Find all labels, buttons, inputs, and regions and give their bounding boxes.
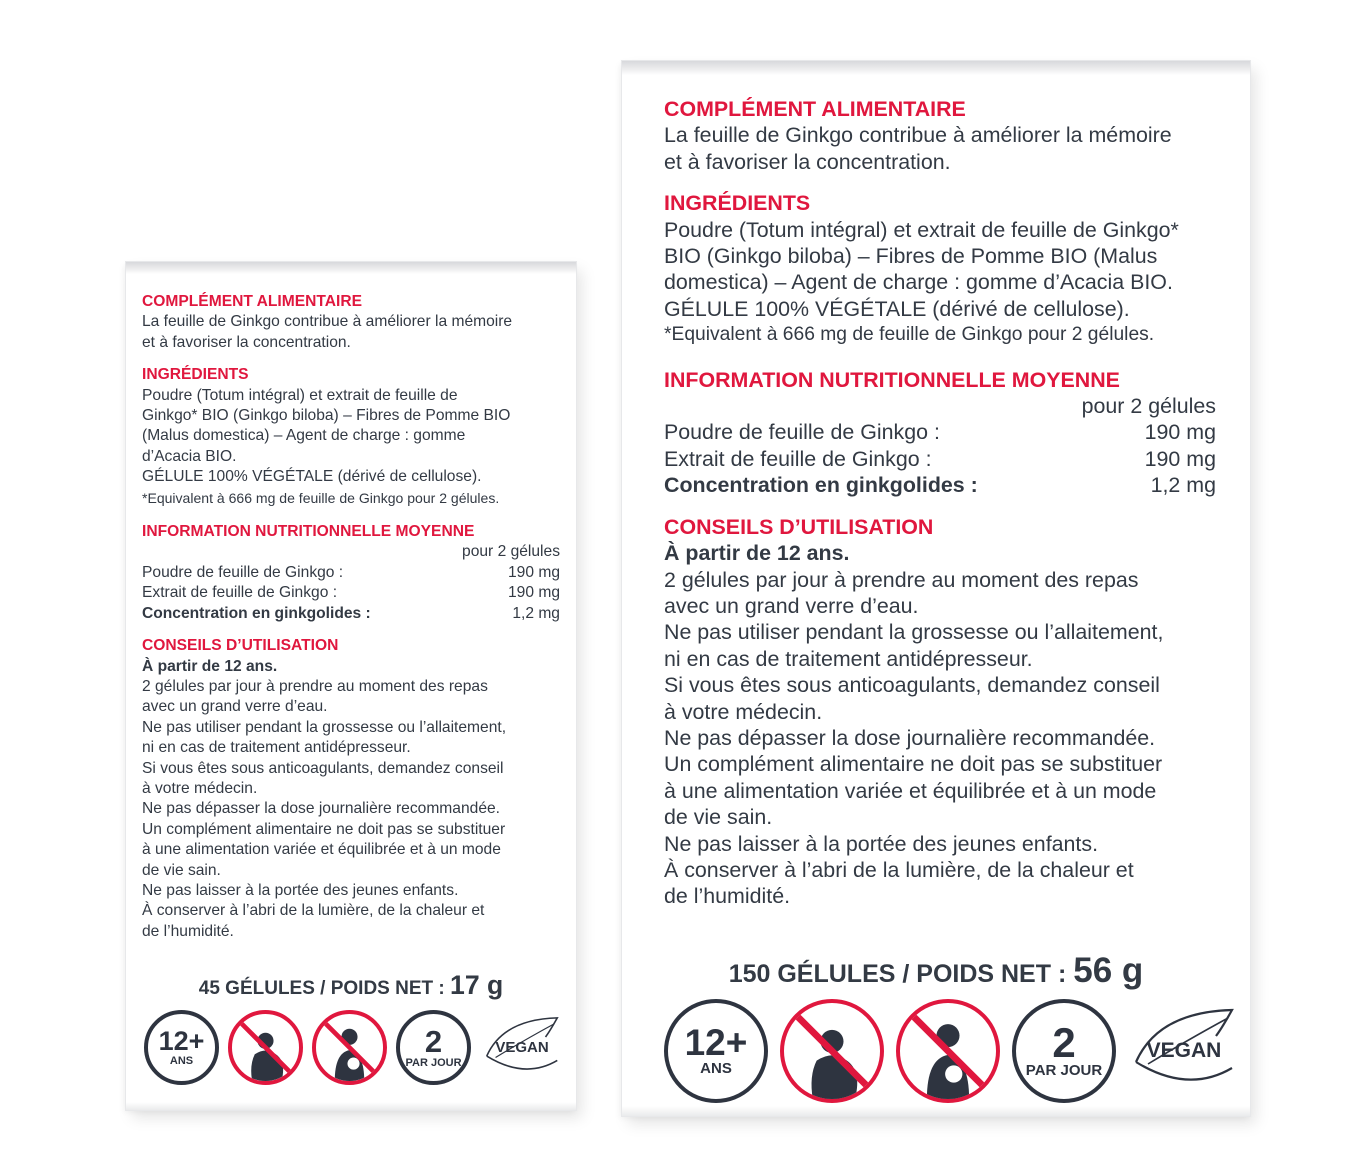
usage-line: Ne pas utiliser pendant la grossesse ou l’allaitement, bbox=[664, 620, 1164, 645]
no-breastfeeding-icon bbox=[312, 1010, 387, 1085]
usage-line: ni en cas de traitement antidépresseur. bbox=[142, 739, 411, 757]
usage-title: CONSEILS D’UTILISATION bbox=[664, 514, 934, 539]
usage-line: Un complément alimentaire ne doit pas se substituer bbox=[664, 752, 1163, 777]
nutrition-value: 190 mg bbox=[1144, 446, 1216, 471]
nutrition-value: 190 mg bbox=[507, 584, 560, 602]
complement-title: COMPLÉMENT ALIMENTAIRE bbox=[664, 97, 966, 121]
nutrition-row bbox=[664, 419, 1216, 445]
nutrition-value: 190 mg bbox=[507, 563, 560, 581]
age-12-icon bbox=[664, 999, 768, 1103]
small-box-panel bbox=[126, 262, 576, 1110]
ingredients-line: GÉLULE 100% VÉGÉTALE (dérivé de cellulose). bbox=[664, 296, 1130, 321]
two-per-day-icon bbox=[1012, 999, 1116, 1103]
usage-line: Ne pas laisser à la portée des jeunes enfants. bbox=[664, 831, 1099, 856]
usage-line: à une alimentation variée et équilibrée et à un mode bbox=[664, 778, 1157, 803]
age-12-icon bbox=[144, 1010, 219, 1085]
ingredients-title: INGRÉDIENTS bbox=[142, 366, 249, 384]
usage-line: avec un grand verre d’eau. bbox=[142, 698, 328, 716]
net-weight-value: 56 g bbox=[1073, 951, 1144, 990]
ingredients-line: Poudre (Totum intégral) et extrait de feuille de Ginkgo* bbox=[664, 217, 1179, 242]
nutrition-per-dose: pour 2 gélules bbox=[1081, 394, 1216, 419]
usage-line: Ne pas dépasser la dose journalière recommandée. bbox=[664, 725, 1156, 750]
usage-line: 2 gélules par jour à prendre au moment des repas bbox=[664, 567, 1139, 592]
usage-line: ni en cas de traitement antidépresseur. bbox=[664, 646, 1033, 671]
complement-title: COMPLÉMENT ALIMENTAIRE bbox=[142, 293, 363, 310]
box-top-flap bbox=[622, 61, 1250, 75]
net-weight bbox=[622, 951, 1250, 991]
usage-title: CONSEILS D’UTILISATION bbox=[142, 637, 339, 655]
usage-age: À partir de 12 ans. bbox=[664, 541, 850, 566]
no-breastfeeding-icon bbox=[896, 999, 1000, 1103]
nutrition-label: Extrait de feuille de Ginkgo : bbox=[664, 446, 932, 471]
nutrition-title: INFORMATION NUTRITIONNELLE MOYENNE bbox=[664, 367, 1120, 392]
usage-line: Si vous êtes sous anticoagulants, demandez conseil bbox=[142, 759, 504, 777]
nutrition-row bbox=[664, 446, 1216, 472]
two-per-day-icon bbox=[396, 1010, 471, 1085]
ingredients-line: Poudre (Totum intégral) et extrait de feuille de bbox=[142, 386, 458, 404]
pictogram-row bbox=[664, 999, 1240, 1103]
nutrition-label: Poudre de feuille de Ginkgo : bbox=[142, 563, 344, 581]
no-pregnancy-icon bbox=[228, 1010, 303, 1085]
usage-line: Ne pas utiliser pendant la grossesse ou l’allaitement, bbox=[142, 718, 507, 736]
usage-line: Un complément alimentaire ne doit pas se substituer bbox=[142, 820, 506, 838]
net-weight bbox=[126, 970, 576, 1001]
age-icon-number: 12+ bbox=[158, 1026, 205, 1056]
vegan-label: VEGAN bbox=[495, 1039, 549, 1056]
usage-line: de vie sain. bbox=[142, 861, 221, 879]
usage-line: de l’humidité. bbox=[142, 922, 234, 940]
ingredients-line: (Malus domestica) – Agent de charge : gomme bbox=[142, 427, 466, 445]
usage-line: 2 gélules par jour à prendre au moment des repas bbox=[142, 677, 488, 695]
usage-line: Si vous êtes sous anticoagulants, demandez conseil bbox=[664, 673, 1160, 698]
ingredients-line: d’Acacia BIO. bbox=[142, 447, 237, 465]
net-count: 45 GÉLULES / POIDS NET : bbox=[198, 978, 451, 999]
usage-age: À partir de 12 ans. bbox=[142, 657, 278, 675]
usage-line: À conserver à l’abri de la lumière, de la chaleur et bbox=[142, 902, 485, 920]
nutrition-title: INFORMATION NUTRITIONNELLE MOYENNE bbox=[142, 523, 475, 541]
usage-line: à une alimentation variée et équilibrée et à un mode bbox=[142, 841, 501, 859]
complement-line: et à favoriser la concentration. bbox=[142, 333, 351, 351]
nutrition-row bbox=[142, 563, 560, 583]
no-pregnancy-icon bbox=[780, 999, 884, 1103]
dose-icon-unit: PAR JOUR bbox=[1025, 1062, 1103, 1079]
nutrition-row bbox=[664, 472, 1216, 498]
usage-line: Ne pas dépasser la dose journalière recommandée. bbox=[142, 800, 500, 818]
vegan-leaf-icon bbox=[1128, 1002, 1240, 1100]
vegan-leaf-icon bbox=[480, 1012, 564, 1084]
complement-line: et à favoriser la concentration. bbox=[664, 149, 951, 174]
box-bottom-edge bbox=[126, 1102, 576, 1110]
usage-line: de vie sain. bbox=[664, 805, 773, 830]
dose-icon-number: 2 bbox=[1052, 1019, 1076, 1066]
nutrition-value: 190 mg bbox=[1144, 420, 1216, 445]
nutrition-label: Extrait de feuille de Ginkgo : bbox=[142, 584, 338, 602]
ingredients-line: BIO (Ginkgo biloba) – Fibres de Pomme BIO (Malus bbox=[664, 244, 1158, 269]
usage-line: avec un grand verre d’eau. bbox=[664, 593, 919, 618]
ingredients-line: *Equivalent à 666 mg de feuille de Ginkgo pour 2 gélules. bbox=[142, 489, 500, 506]
pictogram-row bbox=[144, 1010, 564, 1085]
label-text bbox=[142, 292, 560, 942]
age-icon-number: 12+ bbox=[684, 1022, 748, 1063]
dose-icon-unit: PAR JOUR bbox=[405, 1056, 462, 1069]
ingredients-line: Ginkgo* BIO (Ginkgo biloba) – Fibres de Pomme BIO bbox=[142, 407, 511, 425]
nutrition-row bbox=[142, 604, 560, 624]
nutrition-per-dose: pour 2 gélules bbox=[462, 543, 560, 561]
box-bottom-edge bbox=[622, 1106, 1250, 1116]
complement-line: La feuille de Ginkgo contribue à améliorer la mémoire bbox=[142, 313, 513, 331]
ingredients-line: *Equivalent à 666 mg de feuille de Ginkgo pour 2 gélules. bbox=[664, 324, 1155, 346]
label-text bbox=[664, 96, 1216, 910]
usage-line: à votre médecin. bbox=[664, 699, 823, 724]
usage-line: à votre médecin. bbox=[142, 779, 258, 797]
ingredients-title: INGRÉDIENTS bbox=[664, 191, 811, 216]
nutrition-label: Concentration en ginkgolides : bbox=[664, 473, 978, 498]
ingredients-line: GÉLULE 100% VÉGÉTALE (dérivé de cellulose). bbox=[142, 468, 482, 486]
nutrition-label: Poudre de feuille de Ginkgo : bbox=[664, 420, 940, 445]
vegan-label: VEGAN bbox=[1146, 1039, 1222, 1062]
large-box-panel bbox=[622, 61, 1250, 1116]
usage-line: À conserver à l’abri de la lumière, de la chaleur et bbox=[664, 857, 1134, 882]
nutrition-value: 1,2 mg bbox=[1150, 473, 1216, 498]
usage-line: Ne pas laisser à la portée des jeunes enfants. bbox=[142, 881, 459, 899]
box-top-flap bbox=[126, 262, 576, 274]
complement-line: La feuille de Ginkgo contribue à améliorer la mémoire bbox=[664, 123, 1172, 148]
nutrition-label: Concentration en ginkgolides : bbox=[142, 604, 371, 622]
age-icon-unit: ANS bbox=[700, 1060, 732, 1077]
nutrition-row bbox=[142, 583, 560, 603]
nutrition-value: 1,2 mg bbox=[512, 604, 560, 622]
dose-icon-number: 2 bbox=[424, 1023, 443, 1059]
net-weight-value: 17 g bbox=[450, 970, 504, 1000]
net-count: 150 GÉLULES / POIDS NET : bbox=[728, 960, 1074, 988]
usage-line: de l’humidité. bbox=[664, 884, 791, 909]
age-icon-unit: ANS bbox=[169, 1055, 194, 1067]
ingredients-line: domestica) – Agent de charge : gomme d’Acacia BIO. bbox=[664, 270, 1173, 295]
